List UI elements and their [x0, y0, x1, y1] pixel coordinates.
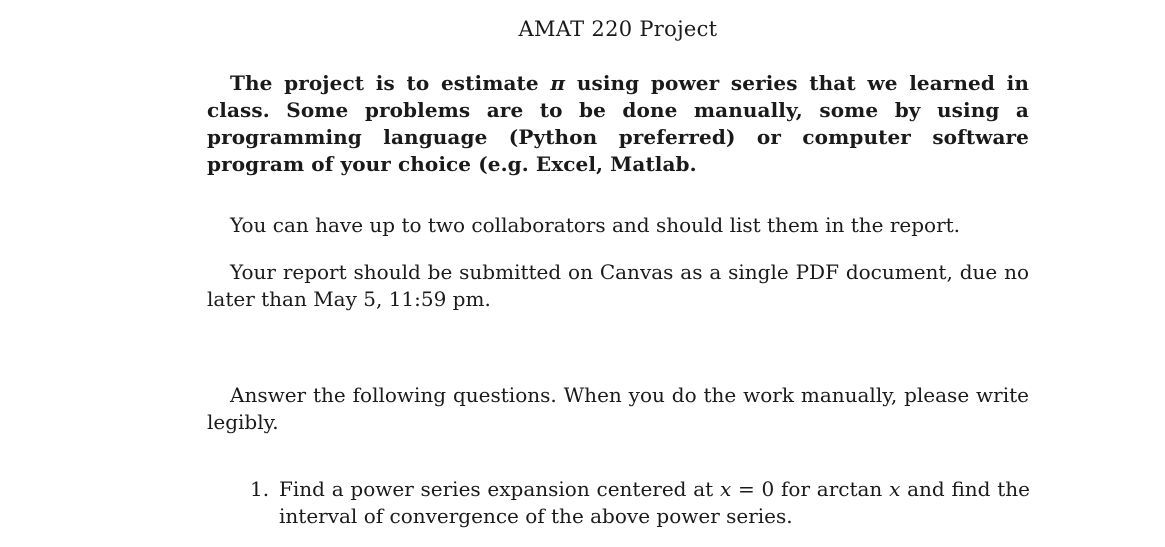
instructions-paragraph: Answer the following questions. When you do the work manually, please write legibly. — [207, 383, 1029, 434]
intro-paragraph — [207, 70, 1029, 178]
intro-text-after-pi: using power series that we learned in class. Some problems are to be done manually, some by using a programming language (Python preferred) or computer software program of your choice (e.g. Excel, Matlab. — [207, 71, 1029, 176]
question-text-part: and find the interval of convergence of the above power series. — [279, 477, 1031, 528]
pi-symbol: π — [550, 71, 566, 95]
question-text-part: Find a power series expansion centered at — [279, 477, 720, 501]
page-title: AMAT 220 Project — [518, 17, 718, 41]
math-variable-x: x — [889, 477, 901, 501]
collaborators-paragraph: You can have up to two collaborators and should list them in the report. — [230, 213, 961, 237]
question-item — [250, 476, 1030, 530]
due-date-paragraph: Your report should be submitted on Canvas as a single PDF document, due no later than May 5, 11:59 pm. — [207, 260, 1029, 311]
question-number: 1. — [250, 477, 270, 501]
intro-text-before-pi: The project is to estimate — [230, 71, 551, 95]
question-list — [250, 476, 1030, 530]
question-text-part: = 0 for arctan — [731, 477, 890, 501]
math-variable-x: x — [719, 477, 732, 501]
